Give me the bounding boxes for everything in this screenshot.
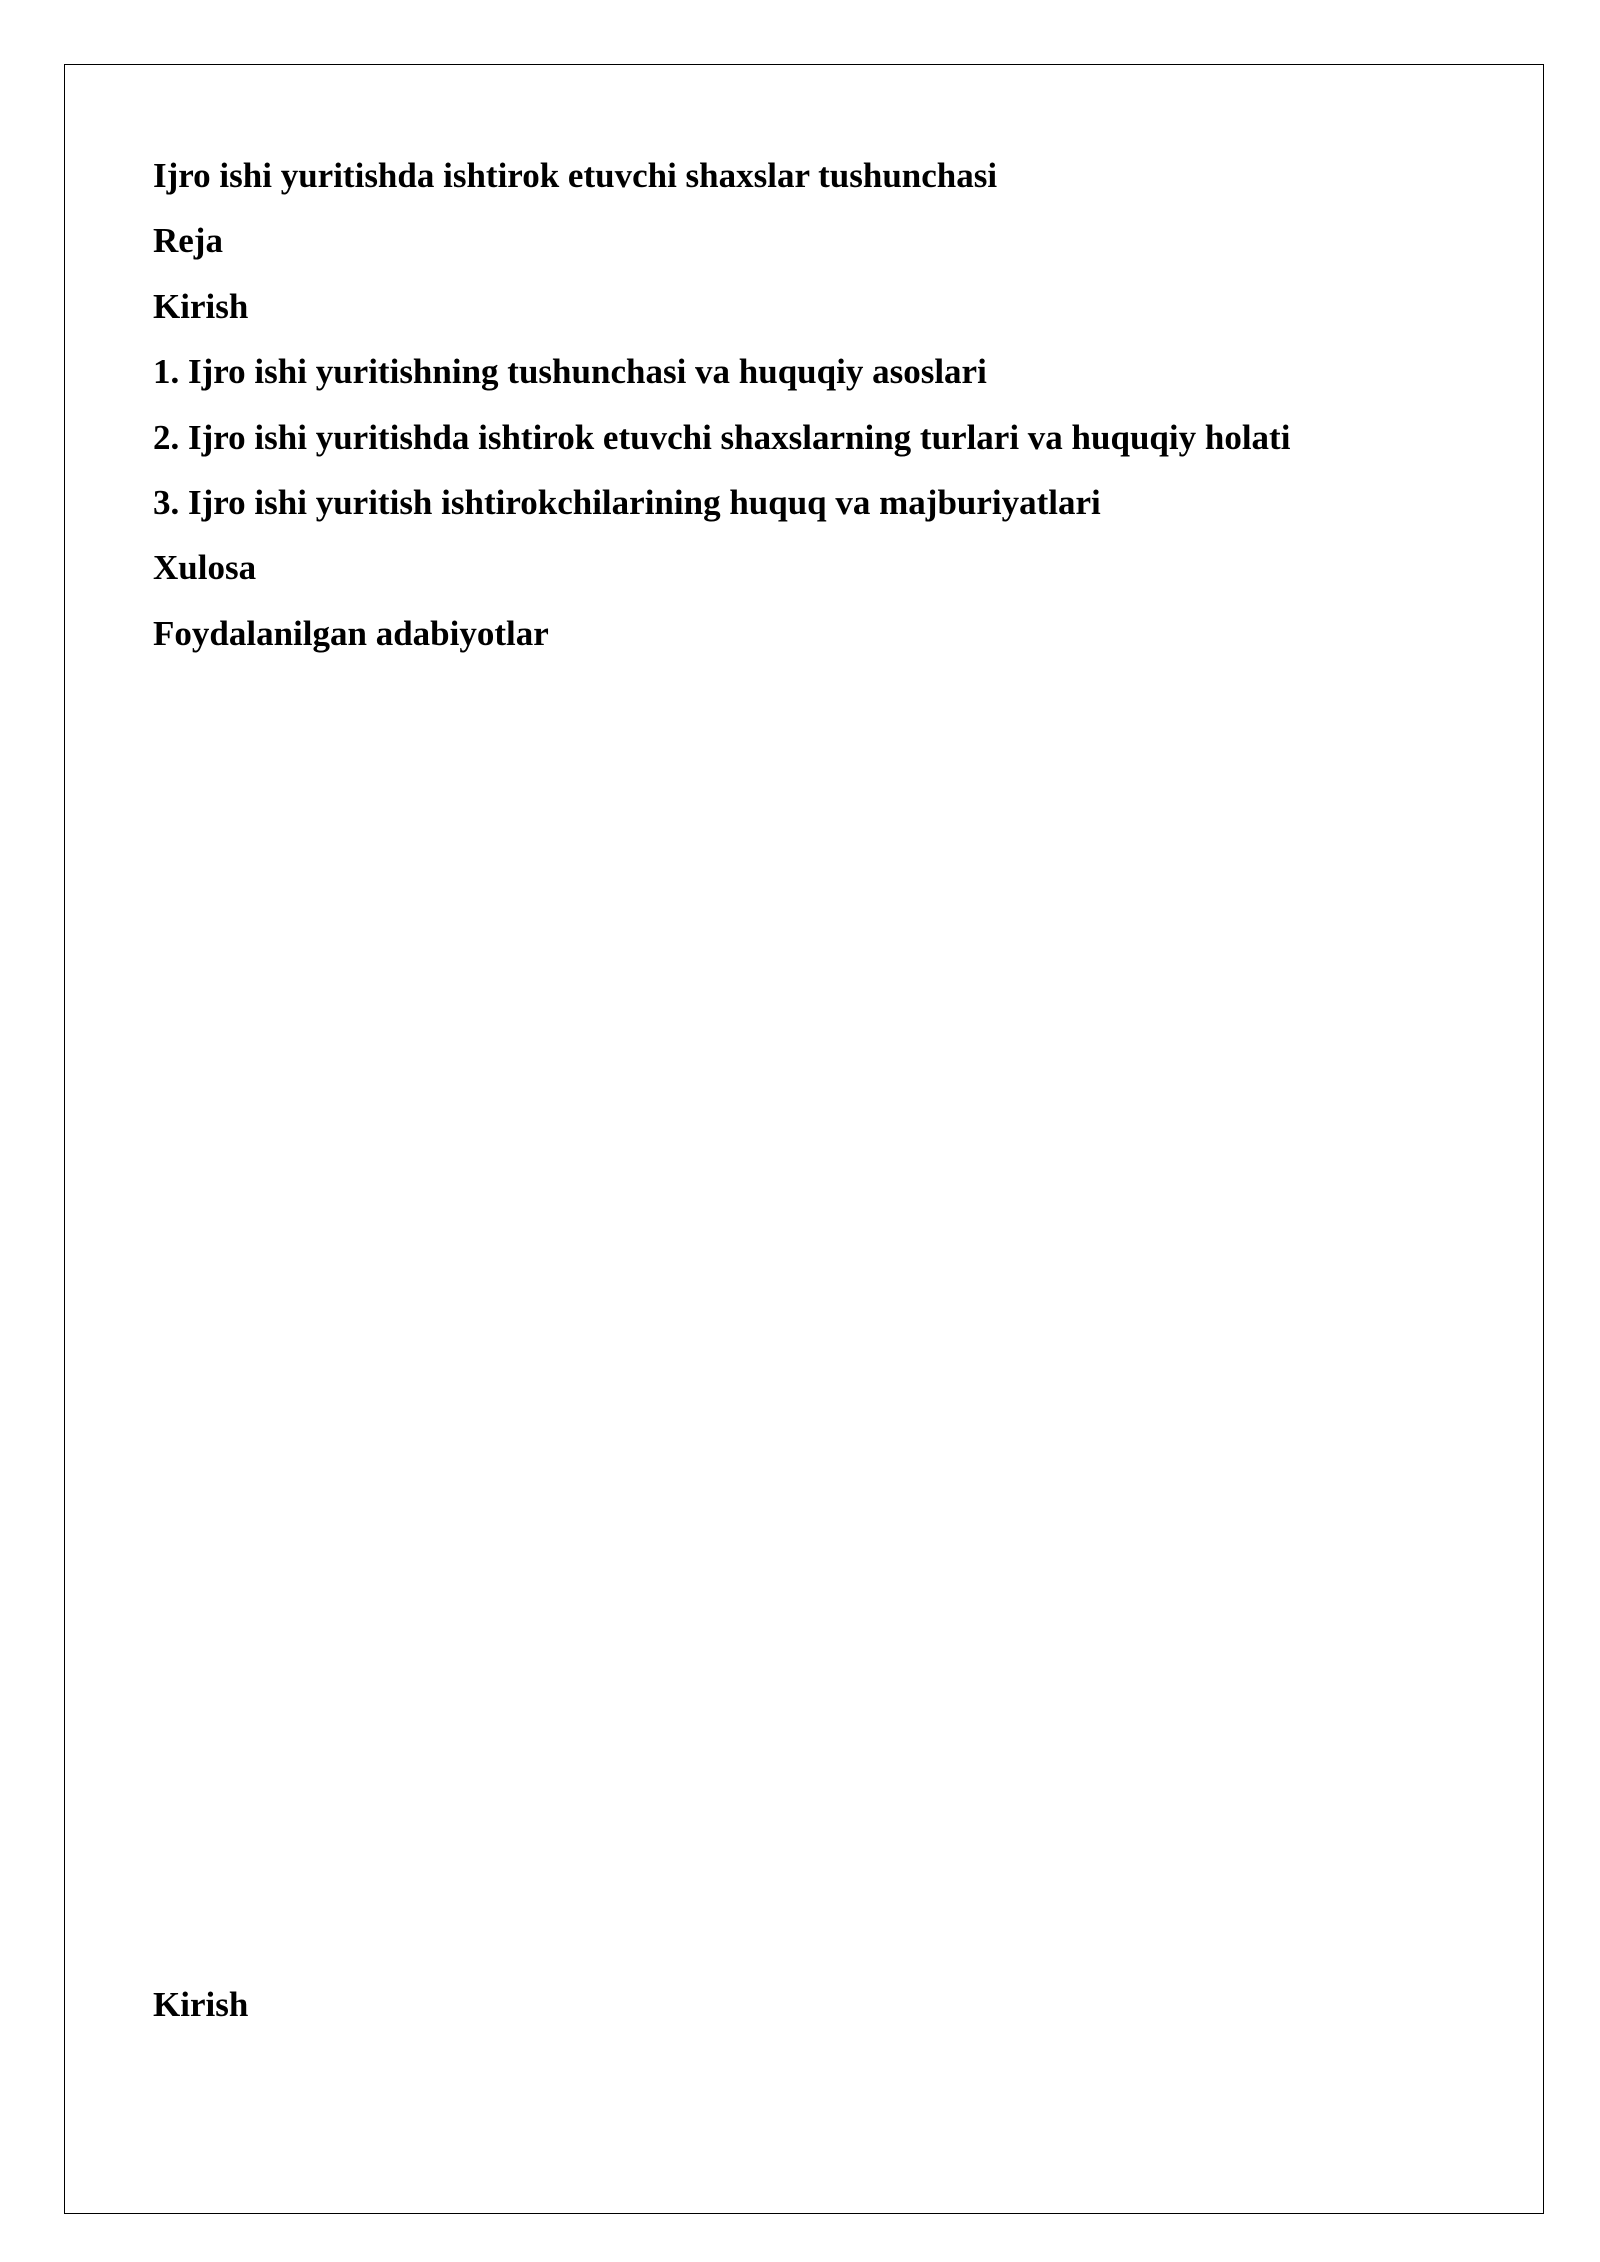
plan-item-3: 3. Ijro ishi yuritish ishtirokchilarining huquq va majburiyatlari [153,483,1101,522]
plan-item-conclusion: Xulosa [153,548,257,587]
section-heading-introduction: Kirish [153,1985,249,2024]
document-title: Ijro ishi yuritishda ishtirok etuvchi shaxslar tushunchasi [153,156,998,195]
plan-item-1: 1. Ijro ishi yuritishning tushunchasi va huquqiy asoslari [153,352,987,391]
plan-item-references: Foydalanilgan adabiyotlar [153,614,549,653]
plan-heading: Reja [153,221,223,260]
plan-item-introduction: Kirish [153,287,249,326]
plan-item-2: 2. Ijro ishi yuritishda ishtirok etuvchi shaxslarning turlari va huquqiy holati [153,418,1291,457]
